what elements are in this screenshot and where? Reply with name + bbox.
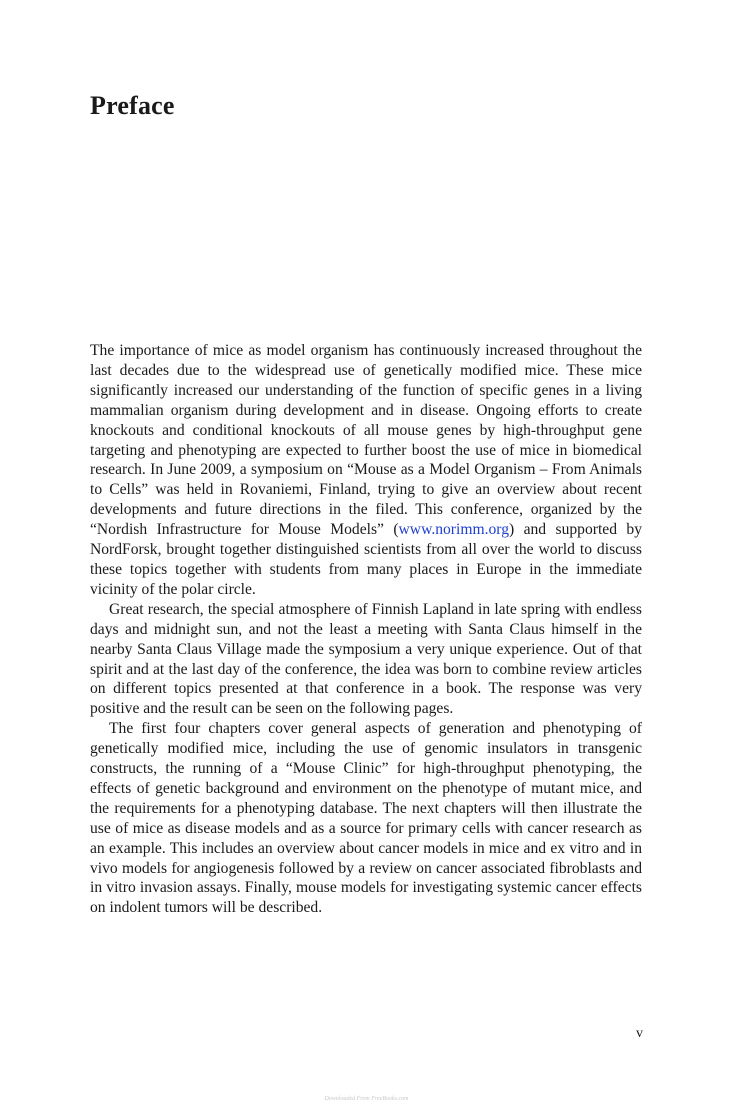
paragraph-1-text-start: The importance of mice as model organism has continuously increased throughout the last decades due to the widespread use of genetically modified mice. These mice significantly increased our understanding of the function of specific genes in a living mammalian organism during development and in disease. Ongoing efforts to create knockouts and conditional knockouts of all mouse genes by high-throughput gene targeting and phenotyping are expected to further boost the use of mice in biomedical research. In June 2009, a symposium on “Mouse as a Model Organism – From Animals to Cells” was held in Rovaniemi, Finland, trying to give an overview about recent developments and future directions in the filed. This conference, organized by the “Nordish Infrastructure for Mouse Models” ( xyxy=(90,342,642,539)
page-title: Preface xyxy=(90,91,175,120)
norimm-link[interactable]: www.norimm.org xyxy=(398,521,509,539)
paragraph-1 xyxy=(90,341,642,600)
paragraph-2: Great research, the special atmosphere of Finnish Lapland in late spring with endless days and midnight sun, and not the least a meeting with Santa Claus himself in the nearby Santa Claus Village made the symposium a very unique experience. Out of that spirit and at the last day of the conference, the idea was born to combine review articles on different topics presented at that conference in a book. The response was very positive and the result can be seen on the following pages. xyxy=(90,600,642,718)
paragraph-1-text-end: ) and supported by NordForsk, brought together distinguished scientists from all over the world to discuss these topics together with students from many places in Europe in the immediate vicinity of the polar circle. xyxy=(90,521,642,598)
download-watermark: Downloaded From FreeBooks.com xyxy=(324,1096,409,1102)
paragraph-3: The first four chapters cover general aspects of generation and phenotyping of genetically modified mice, including the use of genomic insulators in transgenic constructs, the running of a “Mouse Clinic” for high-throughput phenotyping, the effects of genetic background and environment on the phenotype of mutant mice, and the requirements for a phenotyping database. The next chapters will then illustrate the use of mice as disease models and as a source for primary cells with cancer research as an example. This includes an overview about cancer models in mice and ex vitro and in vivo models for angiogenesis followed by a review on cancer associated fibroblasts and in vitro invasion assays. Finally, mouse models for investigating systemic cancer effects on indolent tumors will be described. xyxy=(90,720,642,917)
page-number: v xyxy=(636,1026,643,1041)
preface-body xyxy=(90,341,642,918)
